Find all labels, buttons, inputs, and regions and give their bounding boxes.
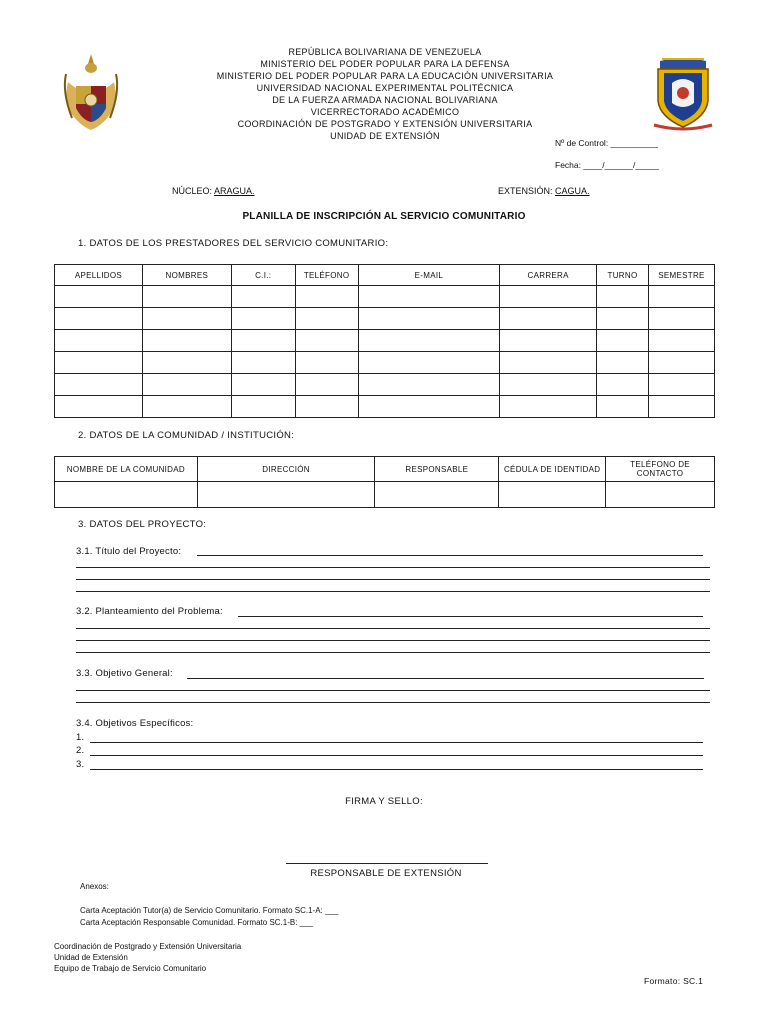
providers-table (54, 264, 715, 418)
problem-statement-line[interactable] (76, 628, 710, 629)
nucleo-label: NÚCLEO: (172, 186, 213, 196)
table-cell[interactable] (500, 330, 597, 352)
fanb-crest-logo (60, 52, 122, 134)
table-cell[interactable] (649, 308, 715, 330)
col-nombres: NOMBRES (142, 265, 231, 286)
table-cell[interactable] (231, 352, 295, 374)
table-cell[interactable] (197, 482, 375, 508)
header-line: MINISTERIO DEL PODER POPULAR PARA LA EDUCACIÓN UNIVERSITARIA (216, 71, 554, 81)
unefa-shield-logo (650, 55, 716, 131)
table-cell[interactable] (597, 308, 649, 330)
header-line: MINISTERIO DEL PODER POPULAR PARA LA DEFENSA (260, 59, 510, 69)
header-line: VICERRECTORADO ACADÉMICO (310, 107, 460, 117)
table-cell[interactable] (597, 286, 649, 308)
col-semestre: SEMESTRE (649, 265, 715, 286)
specific-objective-line[interactable] (90, 755, 703, 756)
problem-statement-label: 3.2. Planteamiento del Problema: (76, 606, 223, 617)
problem-statement-line[interactable] (76, 652, 710, 653)
table-cell[interactable] (597, 330, 649, 352)
col-telefono: TELÉFONO (295, 265, 358, 286)
nucleo-row (172, 186, 255, 196)
table-cell[interactable] (597, 374, 649, 396)
table-cell[interactable] (606, 482, 715, 508)
table-cell[interactable] (142, 374, 231, 396)
table-cell[interactable] (358, 352, 500, 374)
table-cell[interactable] (295, 286, 358, 308)
specific-objective-number: 1. (76, 732, 85, 743)
annex-item: Carta Aceptación Responsable Comunidad. Formato SC.1-B: ___ (80, 918, 314, 927)
table-cell[interactable] (295, 396, 358, 418)
nucleo-value: ARAGUA. (214, 186, 255, 196)
col-nombre-comunidad: NOMBRE DE LA COMUNIDAD (55, 457, 198, 482)
annexes-label: Anexos: (80, 882, 109, 891)
specific-objective-number: 3. (76, 759, 85, 770)
col-ci: C.I.: (231, 265, 295, 286)
footer-line: Coordinación de Postgrado y Extensión Universitaria (54, 942, 242, 951)
footer-line: Equipo de Trabajo de Servicio Comunitario (54, 964, 207, 973)
header-line: UNIVERSIDAD NACIONAL EXPERIMENTAL POLITÉCNICA (256, 83, 514, 93)
signature-label: FIRMA Y SELLO: (345, 796, 423, 807)
table-cell[interactable] (231, 286, 295, 308)
table-cell[interactable] (375, 482, 499, 508)
header-line: UNIDAD DE EXTENSIÓN (330, 131, 440, 141)
general-objective-line[interactable] (76, 690, 710, 691)
table-cell[interactable] (499, 482, 606, 508)
community-header-row (55, 457, 715, 482)
table-row (55, 286, 715, 308)
problem-statement-line[interactable] (238, 616, 703, 617)
table-cell[interactable] (55, 374, 143, 396)
table-row (55, 330, 715, 352)
table-cell[interactable] (358, 396, 500, 418)
extension-label: EXTENSIÓN: (498, 186, 553, 196)
table-cell[interactable] (649, 374, 715, 396)
table-cell[interactable] (55, 308, 143, 330)
table-cell[interactable] (500, 308, 597, 330)
specific-objectives-label: 3.4. Objetivos Específicos: (76, 718, 194, 729)
table-cell[interactable] (597, 352, 649, 374)
project-title-line[interactable] (197, 555, 703, 556)
project-title-line[interactable] (76, 579, 710, 580)
table-row (55, 482, 715, 508)
footer-block (54, 941, 241, 974)
table-cell[interactable] (295, 330, 358, 352)
specific-objective-line[interactable] (90, 742, 703, 743)
col-apellidos: APELLIDOS (55, 265, 143, 286)
header-line: COORDINACIÓN DE POSTGRADO Y EXTENSIÓN UNIVERSITARIA (237, 119, 533, 129)
control-number-field[interactable]: Nº de Control: __________ (555, 138, 658, 148)
col-carrera: CARRERA (500, 265, 597, 286)
general-objective-line[interactable] (76, 702, 710, 703)
table-cell[interactable] (231, 374, 295, 396)
table-cell[interactable] (500, 374, 597, 396)
extension-value: CAGUA. (555, 186, 590, 196)
col-responsable: RESPONSABLE (375, 457, 499, 482)
table-cell[interactable] (649, 352, 715, 374)
table-cell[interactable] (295, 308, 358, 330)
date-field[interactable]: Fecha: ____/______/_____ (555, 160, 659, 170)
table-cell[interactable] (55, 286, 143, 308)
table-cell[interactable] (231, 308, 295, 330)
table-cell[interactable] (142, 286, 231, 308)
project-title-line[interactable] (76, 567, 710, 568)
providers-header-row (55, 265, 715, 286)
project-title-label: 3.1. Título del Proyecto: (76, 546, 182, 557)
table-row (55, 374, 715, 396)
table-cell[interactable] (231, 396, 295, 418)
table-cell[interactable] (597, 396, 649, 418)
extension-responsible-label: RESPONSABLE DE EXTENSIÓN (310, 868, 462, 879)
general-objective-line[interactable] (187, 678, 704, 679)
extension-row (498, 186, 590, 196)
institution-header (180, 46, 590, 142)
section-2-title: 2. DATOS DE LA COMUNIDAD / INSTITUCIÓN: (78, 430, 295, 441)
col-email: E-MAIL (358, 265, 500, 286)
format-code: Formato: SC.1 (644, 976, 704, 986)
header-line: REPÚBLICA BOLIVARIANA DE VENEZUELA (288, 47, 482, 57)
table-cell[interactable] (295, 374, 358, 396)
community-table (54, 456, 715, 508)
section-1-title: 1. DATOS DE LOS PRESTADORES DEL SERVICIO COMUNITARIO: (78, 238, 389, 249)
specific-objective-line[interactable] (90, 769, 703, 770)
table-cell[interactable] (358, 286, 500, 308)
table-cell[interactable] (500, 352, 597, 374)
footer-line: Unidad de Extensión (54, 953, 128, 962)
table-cell[interactable] (142, 396, 231, 418)
table-cell[interactable] (231, 330, 295, 352)
table-cell[interactable] (500, 286, 597, 308)
table-cell[interactable] (55, 482, 198, 508)
table-row (55, 352, 715, 374)
table-cell[interactable] (500, 396, 597, 418)
general-objective-label: 3.3. Objetivo General: (76, 668, 173, 679)
table-cell[interactable] (649, 396, 715, 418)
col-cedula: CÉDULA DE IDENTIDAD (499, 457, 606, 482)
table-cell[interactable] (358, 330, 500, 352)
table-cell[interactable] (142, 330, 231, 352)
table-cell[interactable] (649, 330, 715, 352)
table-row (55, 308, 715, 330)
table-cell[interactable] (358, 308, 500, 330)
table-cell[interactable] (142, 352, 231, 374)
table-cell[interactable] (649, 286, 715, 308)
col-telefono-contacto: TELÉFONO DE CONTACTO (606, 457, 715, 482)
form-title: PLANILLA DE INSCRIPCIÓN AL SERVICIO COMUNITARIO (242, 211, 526, 222)
col-turno: TURNO (597, 265, 649, 286)
header-line: DE LA FUERZA ARMADA NACIONAL BOLIVARIANA (272, 95, 498, 105)
annex-item: Carta Aceptación Tutor(a) de Servicio Comunitario. Formato SC.1-A: ___ (80, 906, 339, 915)
signature-line[interactable] (286, 863, 488, 864)
table-row (55, 396, 715, 418)
table-cell[interactable] (55, 330, 143, 352)
specific-objective-number: 2. (76, 745, 85, 756)
table-cell[interactable] (358, 374, 500, 396)
problem-statement-line[interactable] (76, 640, 710, 641)
table-cell[interactable] (55, 352, 143, 374)
table-cell[interactable] (295, 352, 358, 374)
table-cell[interactable] (142, 308, 231, 330)
col-direccion: DIRECCIÓN (197, 457, 375, 482)
table-cell[interactable] (55, 396, 143, 418)
project-title-line[interactable] (76, 591, 710, 592)
section-3-title: 3. DATOS DEL PROYECTO: (78, 519, 207, 530)
